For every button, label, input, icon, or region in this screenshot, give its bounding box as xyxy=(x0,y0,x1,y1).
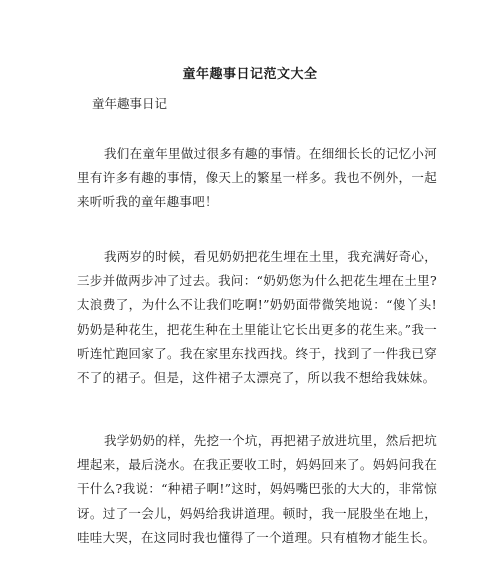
document-title: 童年趣事日记范文大全 xyxy=(182,67,318,82)
document-subtitle: 童年趣事日记 xyxy=(92,96,168,111)
paragraph-peanut-story: 我两岁的时候，看见奶奶把花生埋在土里，我充满好奇心，三步并做两步冲了过去。我问：“奶奶您为什么把花生埋在土里?太浪费了，为什么不让我们吃啊!”奶奶面带微笑地说：“傻丫头!奶奶是种花生，把花生种在土里能让它长出更多的花生来。”我一听连忙跑回家了。我在家里东找西找。终于，找到了一件我已穿不了的裙子。但是，这件裙子太漂亮了，所以我不想给我妹妹。 xyxy=(77,249,437,386)
paragraph-intro: 我们在童年里做过很多有趣的事情。在细细长长的记忆小河里有许多有趣的事情，像天上的繁星一样多。我也不例外，一起来听听我的童年趣事吧！ xyxy=(77,146,437,210)
paragraph-skirt-planting: 我学奶奶的样，先挖一个坑，再把裙子放进坑里，然后把坑埋起来，最后浇水。在我正要收工时，妈妈回来了。妈妈问我在干什么?我说：“种裙子啊!”这时，妈妈嘴巴张的大大的，非常惊讶。过了一会儿，妈妈给我讲道理。顿时，我一屁股坐在地上，哇哇大哭，在这同时我也懂得了一个道理。只有植物才能生长。 xyxy=(77,433,437,545)
